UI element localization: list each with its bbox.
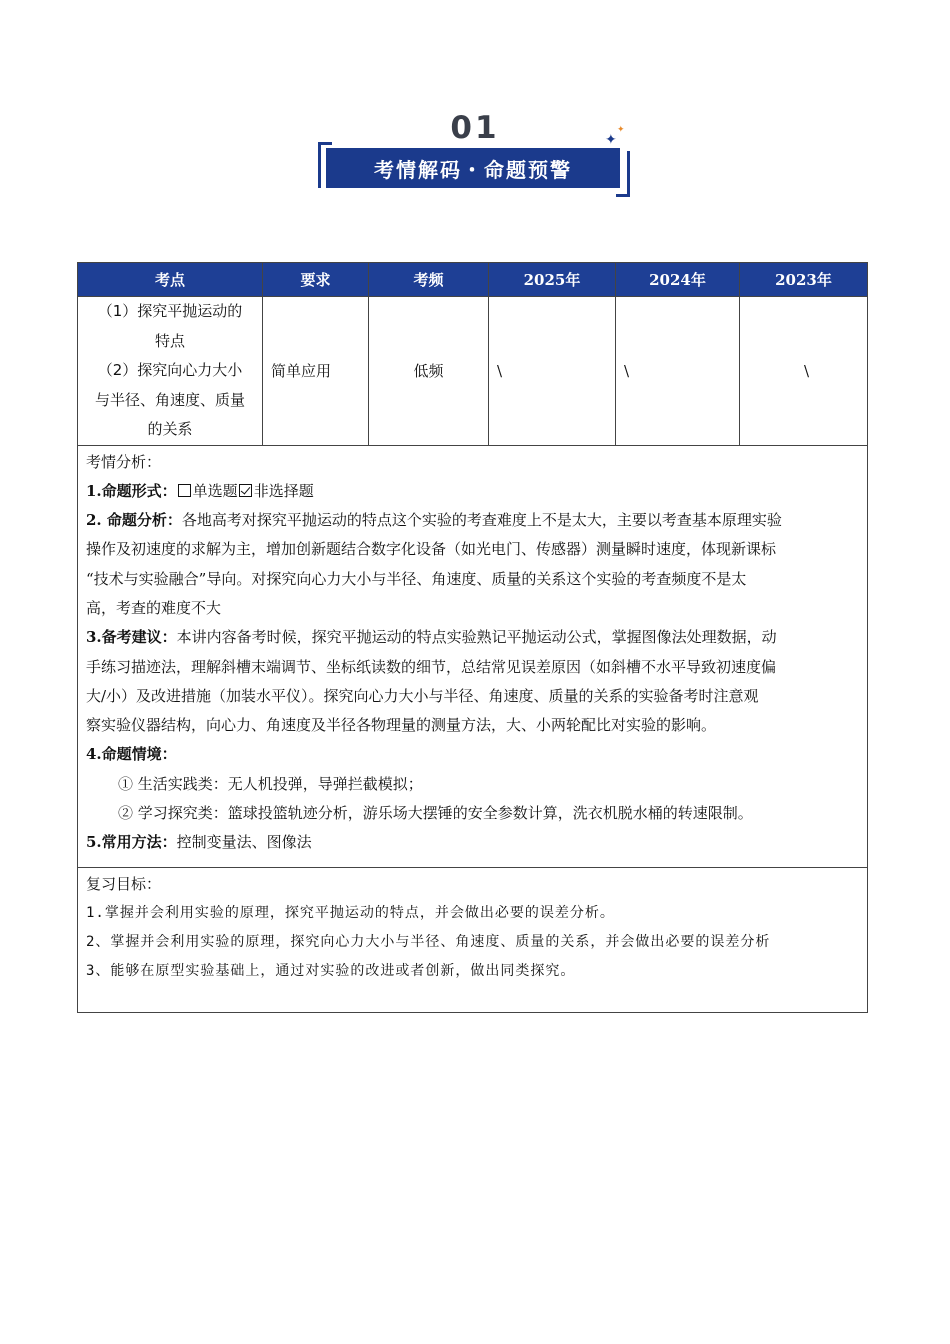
table-header-row <box>78 263 868 297</box>
cell-kaodian <box>78 297 263 446</box>
cell-yaoqiu: 简单应用 <box>263 297 369 446</box>
analysis-text: 操作及初速度的求解为主，增加创新题结合数字化设备（如光电门、传感器）测量瞬时速度，体现新课标 <box>86 540 777 559</box>
exam-table <box>77 262 868 1013</box>
analysis-text: 高，考查的难度不大 <box>86 598 222 617</box>
form-line <box>86 477 859 506</box>
sparkle-icon: ✦ <box>605 132 617 148</box>
advice-text: 本讲内容备考时候，探究平抛运动的特点实验熟记平抛运动公式，掌握图像法处理数据，动 <box>176 628 777 647</box>
cell-2024: \ <box>616 297 740 446</box>
method-label: 5.常用方法： <box>86 833 177 852</box>
header-2024: 2024年 <box>616 263 740 297</box>
advice-text: 大/小）及改进措施（加装水平仪）。探究向心力大小与半径、角速度、质量的关系的实验备考时注意观 <box>86 686 759 705</box>
cell-2023: \ <box>740 297 868 446</box>
kaodian-line: 与半径、角速度、质量 <box>94 390 245 409</box>
checkbox-checked-icon <box>239 484 252 497</box>
method-text: 控制变量法、图像法 <box>176 833 312 852</box>
checkbox-unchecked-icon <box>178 484 191 497</box>
advice-line <box>86 623 859 652</box>
analysis-text: 各地高考对探究平抛运动的特点这个实验的考查难度上不是太大，主要以考查基本原理实验 <box>181 511 782 530</box>
analysis-label: 2. 命题分析： <box>86 511 182 530</box>
kaodian-line: （2）探究向心力大小 <box>97 361 243 379</box>
section-number: 01 <box>450 110 500 146</box>
form-label: 1.命题形式： <box>86 481 177 500</box>
header-2025: 2025年 <box>489 263 616 297</box>
kaodian-line: 的关系 <box>147 420 193 438</box>
advice-text: 察实验仪器结构，向心力、角速度及半径各物理量的测量方法，大、小两轮配比对实验的影响。 <box>86 716 717 735</box>
cell-kaopin: 低频 <box>369 297 489 446</box>
review-goal: 2、掌握并会利用实验的原理，探究向心力大小与半径、角速度、质量的关系，并会做出必要的误差分析 <box>86 934 771 951</box>
review-title: 复习目标： <box>86 874 162 893</box>
form-option-single: 单选题 <box>192 481 238 500</box>
scenario-item: ① 生活实践类：无人机投弹，导弹拦截模拟； <box>118 774 423 793</box>
analysis-title: 考情分析： <box>86 452 162 471</box>
analysis-cell <box>78 445 868 867</box>
sparkle-small-icon: ✦ <box>617 125 625 135</box>
header-yaoqiu: 要求 <box>263 263 369 297</box>
analysis-row <box>78 445 868 867</box>
review-goal: 1.掌握并会利用实验的原理，探究平抛运动的特点，并会做出必要的误差分析。 <box>86 904 615 921</box>
form-option-nonchoice: 非选择题 <box>253 481 314 500</box>
table-row <box>78 297 868 446</box>
kaodian-line: 特点 <box>154 331 185 350</box>
analysis-line <box>86 506 859 535</box>
analysis-text: “技术与实验融合”导向。对探究向心力大小与半径、角速度、质量的关系这个实验的考查频度不是太 <box>86 569 747 588</box>
review-goal: 3、能够在原型实验基础上，通过对实验的改进或者创新，做出同类探究。 <box>86 963 576 980</box>
banner-title: 考情解码・命题预警 <box>326 148 620 188</box>
scenario-label: 4.命题情境： <box>86 745 177 764</box>
header-kaodian: 考点 <box>78 263 263 297</box>
kaodian-line: （1）探究平抛运动的 <box>97 302 243 320</box>
method-line <box>86 828 859 857</box>
advice-label: 3.备考建议： <box>86 628 177 647</box>
header-kaopin: 考频 <box>369 263 489 297</box>
review-row <box>78 867 868 1012</box>
review-cell <box>78 867 868 1012</box>
header-2023: 2023年 <box>740 263 868 297</box>
scenario-item: ② 学习探究类：篮球投篮轨迹分析，游乐场大摆锤的安全参数计算，洗衣机脱水桶的转速限制。 <box>118 804 753 823</box>
advice-text: 手练习描迹法，理解斜槽末端调节、坐标纸读数的细节，总结常见误差原因（如斜槽不水平导致初速度偏 <box>86 657 777 676</box>
cell-2025: \ <box>489 297 616 446</box>
